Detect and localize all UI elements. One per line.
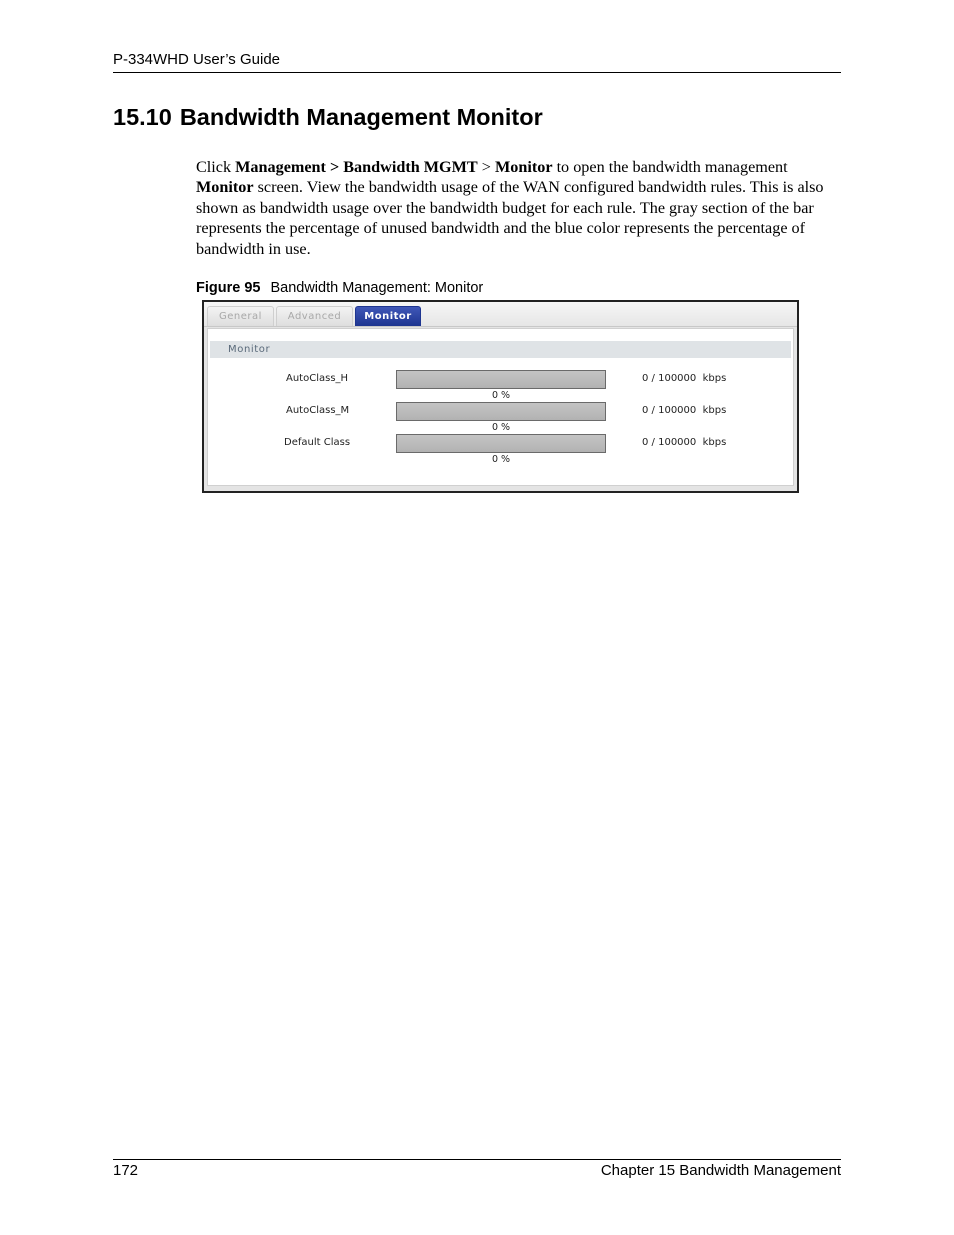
- usage-rate: 0 / 100000 kbps: [642, 437, 727, 448]
- body-paragraph: [196, 157, 836, 259]
- rule-name: AutoClass_M: [286, 405, 350, 416]
- body-text-3: to open the bandwidth management: [552, 158, 788, 176]
- rule-row: [208, 402, 793, 433]
- chapter-footer: Chapter 15 Bandwidth Management: [600, 1162, 841, 1179]
- figure-label: Figure 95: [196, 280, 261, 296]
- body-text-4: screen. View the bandwidth usage of the WAN configured bandwidth rules. This is also shown as bandwidth usage over the bandwidth budget for each rule. The gray section of the bar represents the percentage of unused bandwidth and the blue color represents the percentage of bandwidth in use.: [196, 178, 824, 258]
- page-number: 172: [113, 1162, 139, 1179]
- usage-percent: 0 %: [491, 454, 511, 465]
- tab-monitor[interactable]: Monitor: [355, 306, 421, 326]
- usage-percent: 0 %: [491, 422, 511, 433]
- monitor-screen-bold: Monitor: [196, 178, 254, 197]
- panel-title: Monitor: [210, 341, 791, 358]
- figure-caption: [196, 280, 483, 296]
- figure-title: Bandwidth Management: Monitor: [270, 280, 484, 296]
- section-title: Bandwidth Management Monitor: [179, 104, 543, 130]
- usage-percent: 0 %: [491, 390, 511, 401]
- tab-general[interactable]: General: [207, 306, 274, 326]
- monitor-panel: [207, 328, 794, 486]
- monitor-screenshot: [202, 300, 799, 493]
- section-number: 15.10: [113, 104, 172, 130]
- body-text-1: Click: [196, 158, 236, 176]
- rule-name: Default Class: [284, 437, 351, 448]
- tab-bar: [204, 302, 797, 327]
- section-heading: [113, 104, 543, 131]
- usage-bar: [396, 434, 606, 453]
- usage-bar: [396, 402, 606, 421]
- menu-path-bold: Management > Bandwidth MGMT: [235, 158, 478, 176]
- running-header: P-334WHD User’s Guide: [113, 51, 280, 68]
- header-divider: [113, 72, 841, 73]
- footer-divider: [113, 1159, 841, 1160]
- usage-rate: 0 / 100000 kbps: [642, 405, 727, 416]
- monitor-bold: Monitor: [494, 158, 553, 176]
- usage-bar: [396, 370, 606, 389]
- body-text-2: >: [477, 158, 495, 176]
- tab-advanced[interactable]: Advanced: [276, 306, 353, 326]
- usage-rate: 0 / 100000 kbps: [642, 373, 727, 384]
- rule-row: [208, 434, 793, 465]
- rule-name: AutoClass_H: [286, 373, 349, 384]
- rule-row: [208, 370, 793, 401]
